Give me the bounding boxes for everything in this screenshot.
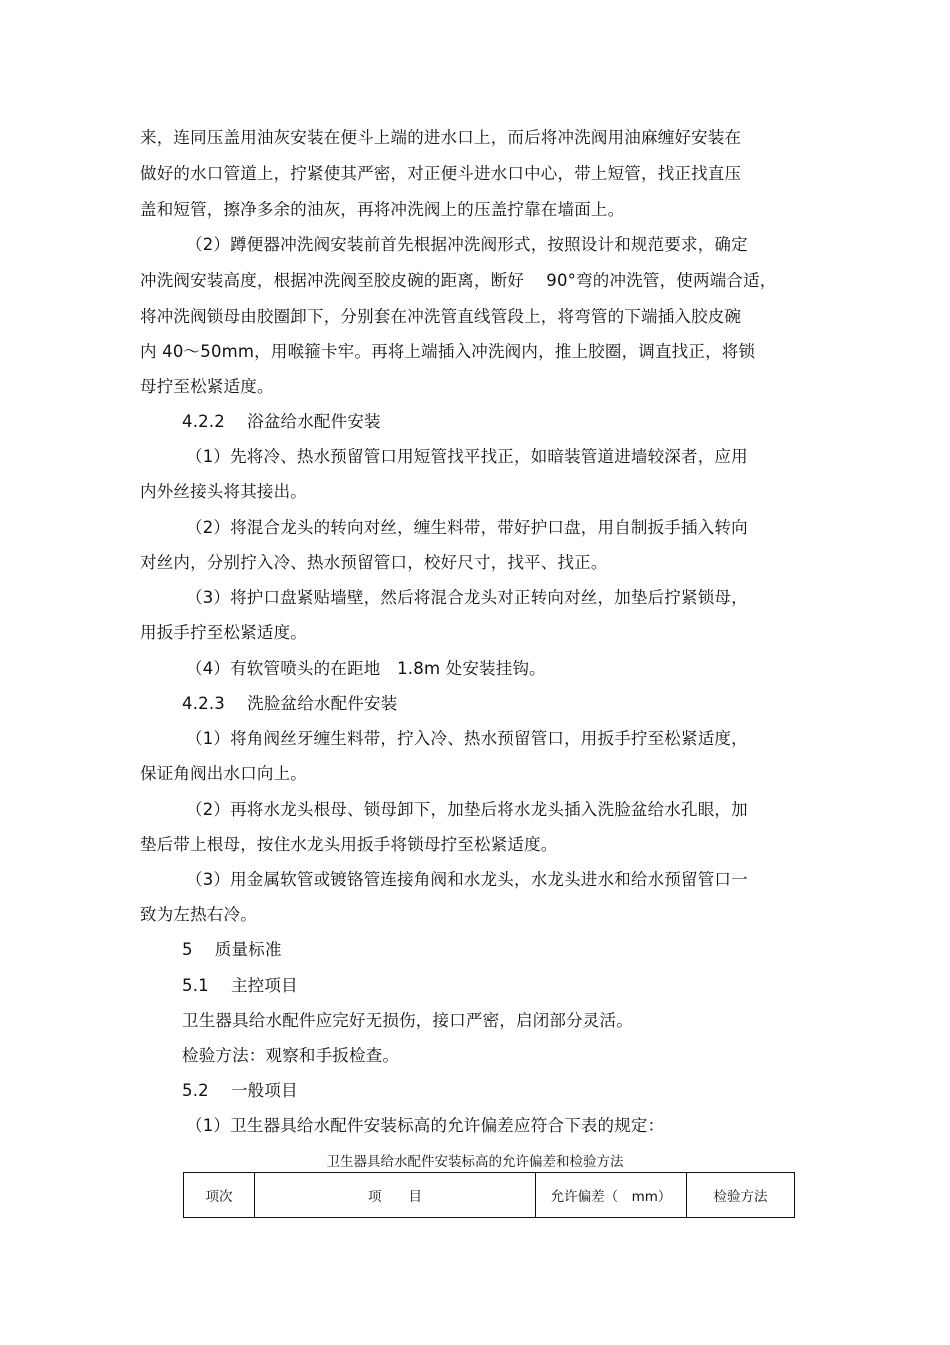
header-cell-tolerance: 允许偏差（ mm） bbox=[536, 1173, 687, 1218]
paragraph-line: 母拧至松紧适度。 bbox=[140, 377, 274, 396]
paragraph-line: 来，连同压盖用油灰安装在便斗上端的进水口上，而后将冲洗阀用油麻缠好安装在 bbox=[140, 128, 742, 147]
table-header-row bbox=[184, 1173, 795, 1218]
paragraph-line: 保证角阀出水口向上。 bbox=[140, 764, 307, 783]
section-heading: 5.1 主控项目 bbox=[182, 976, 298, 995]
paragraph-line: （1）先将冷、热水预留管口用短管找平找正，如暗装管道进墙较深者，应用 bbox=[186, 447, 748, 466]
paragraph-line: 内外丝接头将其接出。 bbox=[140, 482, 307, 501]
paragraph-line: 做好的水口管道上，拧紧使其严密，对正便斗进水口中心，带上短管，找正找直压 bbox=[140, 164, 742, 183]
section-heading: 5 质量标准 bbox=[182, 940, 282, 959]
paragraph-line: （3）用金属软管或镀铬管连接角阀和水龙头，水龙头进水和给水预留管口一 bbox=[186, 870, 748, 889]
paragraph-line: 对丝内，分别拧入冷、热水预留管口，校好尺寸，找平、找正。 bbox=[140, 553, 608, 572]
paragraph-line: 检验方法：观察和手扳检查。 bbox=[182, 1046, 400, 1065]
tolerance-table bbox=[183, 1172, 795, 1218]
paragraph-line: （4）有软管喷头的在距地 1.8m 处安装挂钩。 bbox=[186, 659, 546, 678]
section-heading: 5.2 一般项目 bbox=[182, 1081, 298, 1100]
paragraph-line: 冲洗阀安装高度，根据冲洗阀至胶皮碗的距离，断好 90°弯的冲洗管，使两端合适， bbox=[140, 271, 777, 290]
paragraph-line: 内 40～50mm，用喉箍卡牢。再将上端插入冲洗阀内，推上胶圈，调直找正，将锁 bbox=[140, 342, 756, 361]
paragraph-line: 用扳手拧至松紧适度。 bbox=[140, 623, 307, 642]
paragraph-line: 致为左热右冷。 bbox=[140, 905, 257, 924]
paragraph-line: （2）蹲便器冲洗阀安装前首先根据冲洗阀形式，按照设计和规范要求，确定 bbox=[186, 235, 748, 254]
section-heading: 4.2.2 浴盆给水配件安装 bbox=[182, 412, 381, 431]
header-cell-item: 项 目 bbox=[255, 1173, 536, 1218]
paragraph-line: 卫生器具给水配件应完好无损伤，接口严密，启闭部分灵活。 bbox=[182, 1011, 633, 1030]
table-caption: 卫生器具给水配件安装标高的允许偏差和检验方法 bbox=[326, 1154, 624, 1170]
paragraph-line: （3）将护口盘紧贴墙壁，然后将混合龙头对正转向对丝，加垫后拧紧锁母， bbox=[186, 588, 748, 607]
paragraph-line: （2）将混合龙头的转向对丝，缠生料带，带好护口盘，用自制扳手插入转向 bbox=[186, 518, 748, 537]
paragraph-line: 垫后带上根母，按住水龙头用扳手将锁母拧至松紧适度。 bbox=[140, 835, 558, 854]
paragraph-line: （1）卫生器具给水配件安装标高的允许偏差应符合下表的规定： bbox=[186, 1116, 665, 1135]
header-cell-index: 项次 bbox=[184, 1173, 255, 1218]
paragraph-line: （2）再将水龙头根母、锁母卸下，加垫后将水龙头插入洗脸盆给水孔眼，加 bbox=[186, 800, 748, 819]
paragraph-line: 将冲洗阀锁母由胶圈卸下，分别套在冲洗管直线管段上，将弯管的下端插入胶皮碗 bbox=[140, 307, 742, 326]
paragraph-line: （1）将角阀丝牙缠生料带，拧入冷、热水预留管口，用扳手拧至松紧适度， bbox=[186, 729, 748, 748]
paragraph-line: 盖和短管，擦净多余的油灰，再将冲洗阀上的压盖拧靠在墙面上。 bbox=[140, 200, 625, 219]
section-heading: 4.2.3 洗脸盆给水配件安装 bbox=[182, 694, 398, 713]
header-cell-method: 检验方法 bbox=[687, 1173, 795, 1218]
